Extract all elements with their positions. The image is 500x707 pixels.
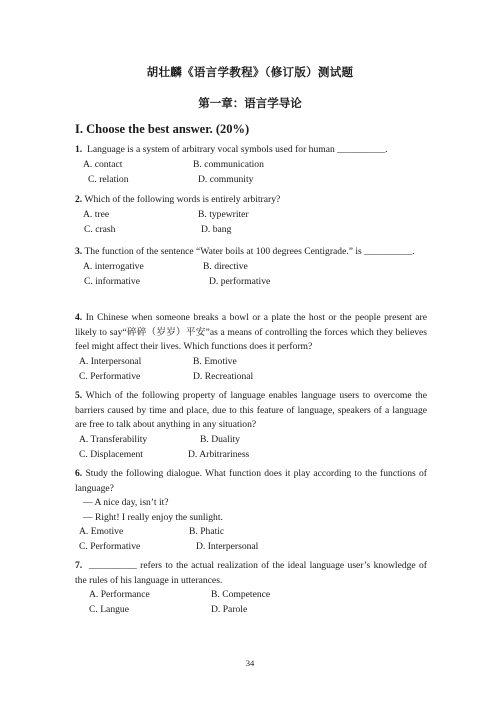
option-a: A. contact <box>83 158 123 170</box>
question-4 <box>75 311 427 385</box>
options-row <box>75 223 427 238</box>
dialogue-line: — Right! I really enjoy the sunlight. <box>83 511 223 523</box>
option-c: C. crash <box>84 223 116 235</box>
chapter-title: 第一章：语言学导论 <box>198 96 302 110</box>
option-c: C. Displacement <box>79 448 143 460</box>
options-row <box>75 588 427 603</box>
question-number: 7. <box>75 560 83 571</box>
question-number: 2. <box>75 194 83 205</box>
options-row <box>75 158 427 173</box>
option-d: D. performative <box>209 275 271 287</box>
question-number: 5. <box>75 390 83 401</box>
options-row <box>75 370 427 385</box>
options-row <box>75 603 427 618</box>
option-b: B. typewriter <box>198 208 249 220</box>
question-text: Study the following dialogue. What function does it play according to the functions of language? <box>75 468 427 494</box>
options-row <box>75 525 427 540</box>
question-2 <box>75 193 427 238</box>
question-stem <box>75 311 427 355</box>
question-text: The function of the sentence “Water boils at 100 degrees Centigrade.” is __________. <box>84 246 415 257</box>
question-number: 6. <box>75 468 83 479</box>
option-a: A. tree <box>83 208 110 220</box>
question-number: 1. <box>75 144 83 155</box>
options-row <box>75 433 427 448</box>
question-number: 3. <box>75 246 83 257</box>
document-title: 胡壮麟《语言学教程》（修订版）测试题 <box>146 65 354 79</box>
option-a: A. Performance <box>89 589 150 601</box>
question-stem <box>75 389 427 433</box>
question-6 <box>75 467 427 555</box>
option-b: B. directive <box>203 260 248 272</box>
options-row <box>75 540 427 555</box>
option-a: A. Interpersonal <box>79 355 142 367</box>
option-c: C. Langue <box>89 604 129 616</box>
option-a: A. Emotive <box>79 526 124 538</box>
option-c: C. informative <box>84 275 140 287</box>
option-b: B. Phatic <box>189 526 225 538</box>
option-c: C. Performative <box>79 541 141 553</box>
option-d: D. Parole <box>211 604 248 616</box>
question-3 <box>75 245 427 290</box>
question-5 <box>75 389 427 463</box>
question-number: 4. <box>75 312 83 323</box>
option-d: D. Arbitrariness <box>188 448 250 460</box>
option-b: B. communication <box>193 158 264 170</box>
question-7 <box>75 559 427 618</box>
page-number: 34 <box>245 658 255 668</box>
dialogue-line: — A nice day, isn’t it? <box>83 497 169 509</box>
option-b: B. Emotive <box>193 355 237 367</box>
question-stem <box>75 467 427 496</box>
option-a: A. Transferability <box>79 433 148 445</box>
options-row <box>75 173 427 188</box>
question-text: In Chinese when someone breaks a bowl or a plate the host or the people present are likely to say“碎碎（岁岁）平安”as a means of controlling the forces which they believes feel might affect their lives. Which functions does it perform? <box>75 312 427 353</box>
question-stem <box>75 143 427 158</box>
question-text: Which of the following property of language enables language users to overcome the barriers caused by time and place, due to this feature of language, speakers of a language are free to talk about anything in any situation? <box>75 390 427 431</box>
question-text: __________ refers to the actual realization of the ideal language user’s knowledge of the rules of his language in utterances. <box>75 560 428 586</box>
option-d: D. community <box>198 173 254 185</box>
question-text: Language is a system of arbitrary vocal symbols used for human __________. <box>87 144 388 155</box>
section-heading: I. Choose the best answer. (20%) <box>75 122 250 136</box>
option-c: C. Performative <box>79 370 141 382</box>
options-row <box>75 208 427 223</box>
question-1 <box>75 143 427 188</box>
option-b: B. Competence <box>211 589 271 601</box>
question-text: Which of the following words is entirely arbitrary? <box>84 194 281 205</box>
option-b: B. Duality <box>200 433 240 445</box>
options-row <box>75 275 427 290</box>
options-row <box>75 355 427 370</box>
options-row <box>75 448 427 463</box>
option-a: A. interrogative <box>83 260 144 272</box>
question-stem <box>75 559 427 588</box>
question-stem <box>75 245 427 260</box>
option-d: D. bang <box>201 223 232 235</box>
question-stem <box>75 193 427 208</box>
option-c: C. relation <box>88 173 129 185</box>
option-d: D. Recreational <box>193 370 254 382</box>
options-row <box>75 260 427 275</box>
option-d: D. Interpersonal <box>196 541 259 553</box>
